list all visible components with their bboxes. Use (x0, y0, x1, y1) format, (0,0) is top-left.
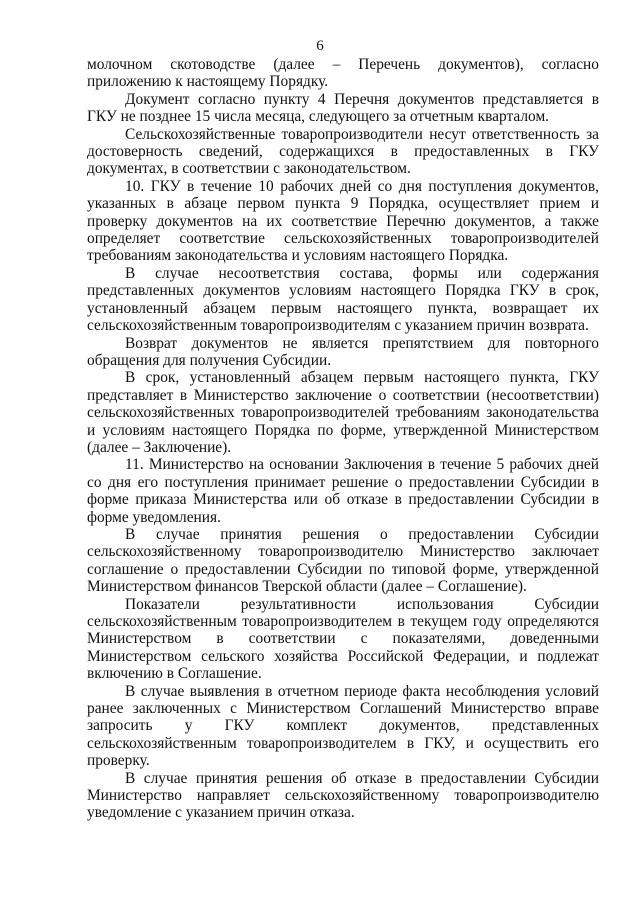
paragraph-document-deadline: Документ согласно пункту 4 Перечня документов представляется в ГКУ не позднее 15 числа месяца, следующего за отчетным кварталом. (87, 90, 599, 126)
paragraph-violation-check: В случае выявления в отчетном периоде факта несоблюдения условий ранее заключенных с Министерством Соглашений Министерство вправе запросить у ГКУ комплект документов, представленных сельскохозяйственным товаропроизводителем в ГКУ, и осуществить его проверку. (87, 682, 599, 770)
paragraph-continuation: молочном скотоводстве (далее – Перечень документов), согласно приложению к настоящему Порядку. (87, 56, 599, 91)
paragraph-producer-responsibility: Сельскохозяйственные товаропроизводители несут ответственность за достоверность сведений, содержащихся в предоставленных в ГКУ документах, в соответствии с законодательством. (87, 125, 599, 178)
paragraph-refusal-notice: В случае принятия решения об отказе в предоставлении Субсидии Министерство направляет сельскохозяйственному товаропроизводителю уведомление с указанием причин отказа. (87, 769, 599, 822)
paragraph-item-11: 11. Министерство на основании Заключения в течение 5 рабочих дней со дня его поступления принимает решение о предоставлении Субсидии в форме приказа Министерства или об отказе в предоставлении Субсидии в форме уведомления. (87, 456, 599, 526)
page-number: 6 (316, 38, 324, 54)
paragraph-agreement: В случае принятия решения о предоставлении Субсидии сельскохозяйственному товаропроизводителю Министерство заключает соглашение о предоставлении Субсидии по типовой форме, утвержденной Министерством финансов Тверской области (далее – Соглашение). (87, 525, 599, 596)
paragraph-item-10: 10. ГКУ в течение 10 рабочих дней со дня поступления документов, указанных в абзаце первом пункта 9 Порядка, осуществляет прием и проверку документов на их соответствие Перечню документов, а также определяет соответствие сельскохозяйственных товаропроизводителей требованиям законодательства и условиям настоящего Порядка. (87, 177, 599, 265)
paragraph-performance-indicators: Показатели результативности использования Субсидии сельскохозяйственным товаропроизводителем в текущем году определяются Министерством в соответствии с показателями, доведенными Министерством сельского хозяйства Российской Федерации, и подлежат включению в Соглашение. (87, 595, 599, 683)
paragraph-documents-return: В случае несоответствия состава, формы или содержания представленных документов условиям настоящего Порядка ГКУ в срок, установленный абзацем первым настоящего пункта, возвращает их сельскохозяйственным товаропроизводителям с указанием причин возврата. (87, 264, 599, 335)
paragraph-repeat-application: Возврат документов не является препятствием для повторного обращения для получения Субсидии. (87, 334, 599, 369)
paragraph-conclusion: В срок, установленный абзацем первым настоящего пункта, ГКУ представляет в Министерство заключение о соответствии (несоответствии) сельскохозяйственных товаропроизводителей требованиям законодательства и условиям настоящего Порядка по форме, утвержденной Министерством (далее – Заключение). (87, 369, 599, 456)
document-body (87, 56, 599, 822)
